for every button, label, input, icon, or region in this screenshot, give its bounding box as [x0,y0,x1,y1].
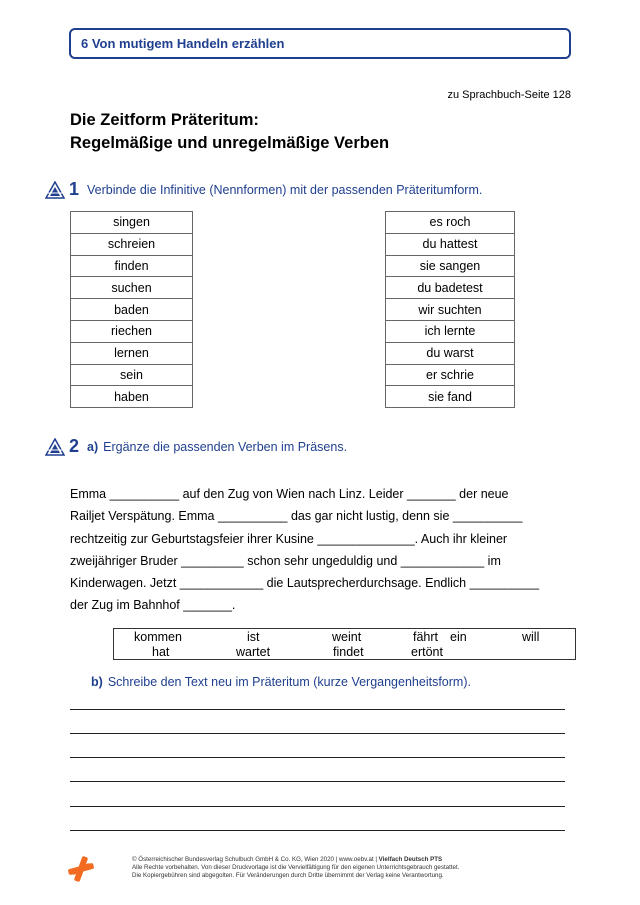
cloze-line: Emma __________ auf den Zug von Wien nach Linz. Leider _______ der neue [70,487,509,501]
copyright-footer [132,856,459,880]
table-row [386,320,515,342]
verb-option: wartet [236,645,271,659]
chapter-header [69,28,571,59]
publisher-logo-icon [67,855,95,883]
answer-line[interactable] [70,830,565,831]
cloze-line: rechtzeitig zur Geburtstagsfeier ihrer Kusine ______________. Auch ihr kleiner [70,531,508,546]
verb-option: fährt [413,630,439,644]
table-row [71,342,193,364]
table-row [71,299,193,321]
task-1-number: 1 [69,179,80,199]
footer-line-1 [132,856,459,864]
cloze-line: Railjet Verspätung. Emma __________ das gar nicht lustig, denn sie __________ [70,509,523,524]
chapter-title: 6 Von mutigem Handeln erzählen [81,36,285,51]
preterite-cell[interactable]: wir suchten [386,299,515,321]
table-row [71,320,193,342]
infinitive-cell[interactable]: suchen [71,277,193,299]
verb-option: ein [450,630,467,644]
table-row [386,364,515,386]
infinitive-cell[interactable]: haben [71,386,193,408]
table-row [71,255,193,277]
cloze-line: Kinderwagen. Jetzt ____________ die Lautsprecherdurchsage. Endlich __________ [70,576,540,591]
infinitive-cell[interactable]: sein [71,364,193,386]
verb-option: ertönt [411,645,443,659]
infinitive-cell[interactable]: schreien [71,233,193,255]
table-row [386,342,515,364]
cloze-text [70,483,580,617]
difficulty-icon [45,438,65,456]
table-row [71,277,193,299]
task-2a-label: a) [87,439,99,454]
table-row [71,364,193,386]
verb-option: ist [247,630,260,644]
infinitive-cell[interactable]: singen [71,212,193,234]
task-2a-instruction [87,440,347,454]
table-row [386,277,515,299]
page-title [70,109,389,155]
preterite-cell[interactable]: es roch [386,212,515,234]
answer-line[interactable] [70,757,565,758]
table-row [386,255,515,277]
footer-copyright: © Österreichischer Bundesverlag Schulbuch GmbH & Co. KG, Wien 2020 | www.oebv.at | [132,856,379,863]
cloze-line: der Zug im Bahnhof _______. [70,598,236,613]
preterite-cell[interactable]: sie sangen [386,255,515,277]
task-1-instruction: Verbinde die Infinitive (Nennformen) mit der passenden Präteritumform. [87,182,483,197]
verb-option: kommen [134,630,182,644]
verb-option: weint [332,630,362,644]
infinitive-cell[interactable]: lernen [71,342,193,364]
infinitive-cell[interactable]: riechen [71,320,193,342]
infinitive-cell[interactable]: baden [71,299,193,321]
verb-option: findet [333,645,364,659]
cloze-line: zweijähriger Bruder _________ schon sehr ungeduldig und ____________ im [70,553,501,568]
table-row [386,386,515,408]
preterite-cell[interactable]: du badetest [386,277,515,299]
table-row [386,233,515,255]
table-row [386,299,515,321]
infinitives-table [70,211,193,408]
task-1-header [45,179,482,200]
preterite-cell[interactable]: ich lernte [386,320,515,342]
task-2b-instruction [91,675,471,689]
textbook-reference: zu Sprachbuch-Seite 128 [447,89,571,101]
footer-product: Vielfach Deutsch PTS [378,856,443,863]
table-row [71,212,193,234]
preterite-table [385,211,515,408]
task-2b-label: b) [91,675,103,689]
difficulty-icon [45,181,65,199]
verb-choice-box [113,628,576,660]
answer-line[interactable] [70,806,565,807]
preterite-cell[interactable]: sie fand [386,386,515,408]
preterite-cell[interactable]: du hattest [386,233,515,255]
table-row [386,212,515,234]
verb-option: hat [152,645,170,659]
task-2-header [45,436,347,457]
footer-line-2: Alle Rechte vorbehalten. Von dieser Druckvorlage ist die Vervielfältigung für den eigenen Unterrichtsgebrauch gestattet. [132,864,460,871]
title-line-2: Regelmäßige und unregelmäßige Verben [70,134,390,152]
answer-line[interactable] [70,709,565,710]
task-2-number: 2 [69,436,80,456]
table-row [71,386,193,408]
preterite-cell[interactable]: er schrie [386,364,515,386]
verb-option: will [522,630,540,644]
preterite-cell[interactable]: du warst [386,342,515,364]
answer-line[interactable] [70,781,565,782]
task-2b-text: Schreibe den Text neu im Präteritum (kurze Vergangenheitsform). [107,675,471,689]
footer-line-3: Die Kopiergebühren sind abgegolten. Für Veränderungen durch Dritte übernimmt der Verlag keine Verantwortung. [132,872,444,879]
infinitive-cell[interactable]: finden [71,255,193,277]
task-2a-text: Ergänze die passenden Verben im Präsens. [103,439,348,454]
answer-line[interactable] [70,733,565,734]
title-line-1: Die Zeitform Präteritum: [70,111,259,129]
table-row [71,233,193,255]
